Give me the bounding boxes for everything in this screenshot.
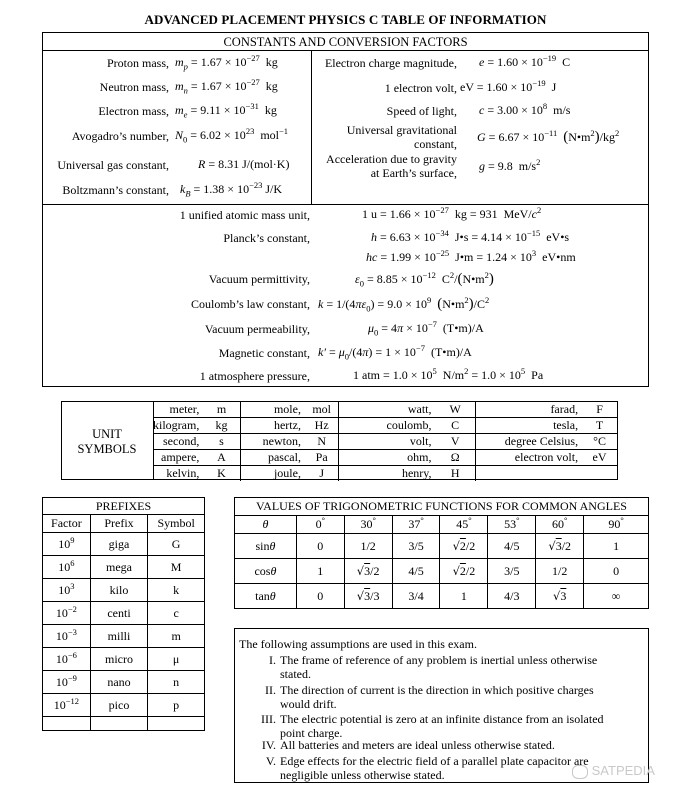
prefix-symbol: k xyxy=(148,579,205,602)
sin-90: 1 xyxy=(584,534,649,559)
assumption-number: IV. xyxy=(261,738,276,752)
unit-name xyxy=(475,466,582,482)
prefix-symbol: p xyxy=(148,694,205,717)
coulomb-constant-label: Coulomb’s law constant, xyxy=(191,297,310,311)
assumption-text: negligible unless otherwise stated. xyxy=(280,768,445,782)
prefix-col-factor: Factor xyxy=(43,515,91,533)
unit-name: hertz, xyxy=(240,418,305,434)
prefix-row xyxy=(43,602,205,625)
unit-symbol: Hz xyxy=(305,418,339,434)
divider xyxy=(42,204,649,205)
prefix-name: mega xyxy=(90,556,148,579)
prefix-symbol: c xyxy=(148,602,205,625)
proton-mass-value: $m_p = 1.67 \times 10^{-27}$ kg xyxy=(175,53,278,72)
page-title: ADVANCED PLACEMENT PHYSICS C TABLE OF INFORMATION xyxy=(144,12,547,27)
prefix-factor: $10^3$ xyxy=(43,579,91,602)
electron-charge-label: Electron charge magnitude, xyxy=(324,56,457,70)
unit-name: newton, xyxy=(240,434,305,450)
empty-cell xyxy=(43,717,91,731)
prefix-symbol: n xyxy=(148,671,205,694)
tan-90: ∞ xyxy=(584,584,649,609)
unit-name: watt, xyxy=(339,402,436,418)
assumption-text: The direction of current is the direction in which positive charges xyxy=(280,683,594,697)
prefix-col-prefix: Prefix xyxy=(90,515,148,533)
prefix-row xyxy=(43,579,205,602)
cos-37: 4/5 xyxy=(392,559,440,584)
assumption-number: II. xyxy=(265,683,276,697)
unit-name: henry, xyxy=(339,466,436,482)
hc-value: hc = $1.99 \times 10^{-25}$ J•m = $1.24 \times 10^3$ eV•nm xyxy=(366,248,576,264)
angle-header: 45° xyxy=(440,516,488,534)
unit-symbol: F xyxy=(582,402,617,418)
unit-symbol: s xyxy=(203,434,240,450)
unit-symbol: mol xyxy=(305,402,339,418)
prefixes-heading: PREFIXES xyxy=(43,498,205,515)
watermark: SATPEDIA xyxy=(572,763,655,779)
tan-row-label: tanθ xyxy=(235,584,297,609)
prefix-symbol: m xyxy=(148,625,205,648)
prefix-factor: $10^{-3}$ xyxy=(43,625,91,648)
permittivity-value: $\varepsilon_0 = 8.85 \times 10^{-12}$ $C^2/(N•m^2)$ xyxy=(355,270,494,289)
unit-symbols-heading: UNIT SYMBOLS xyxy=(77,427,137,456)
gravitational-label: constant, xyxy=(414,137,457,151)
sin-0: 0 xyxy=(296,534,344,559)
prefix-col-symbol: Symbol xyxy=(148,515,205,533)
unit-symbol: eV xyxy=(582,450,617,466)
unit-name: meter, xyxy=(153,402,203,418)
magnetic-constant-value: $k' = \mu_0/(4\pi) = 1 \times 10^{-7}$ (T•m)/A xyxy=(318,343,472,362)
prefix-row xyxy=(43,648,205,671)
tan-45: 1 xyxy=(440,584,488,609)
sin-row-label: sinθ xyxy=(235,534,297,559)
prefix-empty-row xyxy=(43,717,205,731)
unit-name: volt, xyxy=(339,434,436,450)
assumption-number: III. xyxy=(261,712,276,726)
prefix-row xyxy=(43,533,205,556)
prefix-factor: $10^{-9}$ xyxy=(43,671,91,694)
amu-value: 1 $u = 1.66 \times 10^{-27}$ kg = 931 MeV/$c^2$ xyxy=(362,205,542,221)
unit-name: electron volt, xyxy=(475,450,582,466)
theta-header: θ xyxy=(235,516,297,534)
prefix-factor: $10^{-12}$ xyxy=(43,694,91,717)
sin-30: 1/2 xyxy=(344,534,392,559)
trig-heading: VALUES OF TRIGONOMETRIC FUNCTIONS FOR COMMON ANGLES xyxy=(235,498,649,516)
tan-60: √3 xyxy=(536,584,584,609)
tan-53: 4/3 xyxy=(488,584,536,609)
unit-name: mole, xyxy=(240,402,305,418)
prefix-row xyxy=(43,625,205,648)
permeability-value: $\mu_0 = 4\pi \times 10^{-7}$ (T•m)/A xyxy=(368,319,484,338)
assumption-text: All batteries and meters are ideal unless otherwise stated. xyxy=(280,738,555,752)
magnetic-constant-label: Magnetic constant, xyxy=(218,346,310,360)
sin-37: 3/5 xyxy=(392,534,440,559)
avogadro-label: Avogadro’s number, xyxy=(71,129,169,143)
atmosphere-value: 1 atm = $1.0 \times 10^5$ $N/m^2 = 1.0 \times 10^5$ Pa xyxy=(353,366,544,382)
unit-name: ampere, xyxy=(153,450,203,466)
angle-header: 37° xyxy=(392,516,440,534)
sin-60: √3/2 xyxy=(536,534,584,559)
unit-name: degree Celsius, xyxy=(475,434,582,450)
unit-symbol: W xyxy=(436,402,476,418)
empty-cell xyxy=(90,717,148,731)
trig-table xyxy=(234,497,649,609)
unit-name: tesla, xyxy=(475,418,582,434)
empty-cell xyxy=(148,717,205,731)
gravity-accel-label: at Earth’s surface, xyxy=(370,166,457,180)
unit-symbols-table xyxy=(153,402,617,481)
boltzmann-value: $k_B = 1.38 \times 10^{-23}$ J/K xyxy=(180,180,283,199)
prefix-name: milli xyxy=(90,625,148,648)
unit-symbol: C xyxy=(436,418,476,434)
assumption-text: would drift. xyxy=(280,697,337,711)
divider xyxy=(311,50,312,204)
angle-header: 53° xyxy=(488,516,536,534)
prefix-row xyxy=(43,556,205,579)
prefix-factor: $10^6$ xyxy=(43,556,91,579)
unit-symbol: V xyxy=(436,434,476,450)
unit-symbol: Pa xyxy=(305,450,339,466)
prefix-name: pico xyxy=(90,694,148,717)
angle-header: 90° xyxy=(584,516,649,534)
unit-symbol: kg xyxy=(203,418,240,434)
unit-symbol: H xyxy=(436,466,476,482)
cos-53: 3/5 xyxy=(488,559,536,584)
permittivity-label: Vacuum permittivity, xyxy=(208,272,310,286)
assumption-text: The frame of reference of any problem is inertial unless otherwise xyxy=(280,653,598,667)
prefix-factor: $10^9$ xyxy=(43,533,91,556)
electron-mass-value: $m_e = 9.11 \times 10^{-31}$ kg xyxy=(175,101,277,120)
unit-name: coulomb, xyxy=(339,418,436,434)
gravitational-label: Universal gravitational xyxy=(346,123,457,137)
constants-heading: CONSTANTS AND CONVERSION FACTORS xyxy=(223,35,468,49)
prefix-symbol: M xyxy=(148,556,205,579)
unit-symbol: A xyxy=(203,450,240,466)
sin-53: 4/5 xyxy=(488,534,536,559)
electron-volt-value: eV = $1.60 \times 10^{-19}$ J xyxy=(460,78,557,94)
cos-0: 1 xyxy=(296,559,344,584)
divider xyxy=(42,50,649,51)
prefix-symbol: G xyxy=(148,533,205,556)
gravity-accel-value: g = 9.8 $m/s^2$ xyxy=(479,157,541,173)
planck-label: Planck’s constant, xyxy=(223,231,310,245)
unit-symbol xyxy=(582,466,617,482)
prefix-name: centi xyxy=(90,602,148,625)
atmosphere-label: 1 atmosphere pressure, xyxy=(199,369,310,383)
prefix-row xyxy=(43,694,205,717)
cos-60: 1/2 xyxy=(536,559,584,584)
unit-symbol: Ω xyxy=(436,450,476,466)
amu-label: 1 unified atomic mass unit, xyxy=(179,208,310,222)
prefix-factor: $10^{-6}$ xyxy=(43,648,91,671)
angle-header: 30° xyxy=(344,516,392,534)
assumption-number: I. xyxy=(269,653,276,667)
electron-volt-label: 1 electron volt, xyxy=(384,81,457,95)
unit-name: joule, xyxy=(240,466,305,482)
neutron-mass-value: $m_n = 1.67 \times 10^{-27}$ kg xyxy=(175,77,278,96)
prefix-name: micro xyxy=(90,648,148,671)
sin-45: √2/2 xyxy=(440,534,488,559)
unit-symbol: J xyxy=(305,466,339,482)
prefixes-table xyxy=(42,497,205,731)
tan-0: 0 xyxy=(296,584,344,609)
speed-of-light-label: Speed of light, xyxy=(386,104,457,118)
unit-symbol: T xyxy=(582,418,617,434)
unit-symbol: °C xyxy=(582,434,617,450)
tan-37: 3/4 xyxy=(392,584,440,609)
assumptions-intro: The following assumptions are used in this exam. xyxy=(239,637,477,651)
unit-name: kelvin, xyxy=(153,466,203,482)
unit-name: farad, xyxy=(475,402,582,418)
cos-30: √3/2 xyxy=(344,559,392,584)
tan-30: √3/3 xyxy=(344,584,392,609)
unit-symbol: N xyxy=(305,434,339,450)
proton-mass-label: Proton mass, xyxy=(106,56,169,70)
cos-90: 0 xyxy=(584,559,649,584)
angle-header: 60° xyxy=(536,516,584,534)
avogadro-value: $N_0 = 6.02 \times 10^{23}$ mol$^{-1}$ xyxy=(175,126,289,145)
watermark-icon xyxy=(572,765,588,779)
coulomb-constant-value: $k = 1/(4\pi\varepsilon_0) = 9.0 \times 10^9$ $(N•m^2)/C^2$ xyxy=(318,295,490,314)
assumption-text: The electric potential is zero at an infinite distance from an isolated xyxy=(280,712,604,726)
assumption-number: V. xyxy=(265,754,276,768)
assumption-text: point charge. xyxy=(280,726,343,740)
cos-45: √2/2 xyxy=(440,559,488,584)
gravity-accel-label: Acceleration due to gravity xyxy=(326,152,457,166)
unit-name: kilogram, xyxy=(153,418,203,434)
speed-of-light-value: $c = 3.00 \times 10^8$ m/s xyxy=(479,101,571,117)
gas-constant-value: R = 8.31 J/(mol·K) xyxy=(198,157,290,171)
neutron-mass-label: Neutron mass, xyxy=(99,80,169,94)
permeability-label: Vacuum permeability, xyxy=(204,322,310,336)
prefix-name: giga xyxy=(90,533,148,556)
unit-name: pascal, xyxy=(240,450,305,466)
prefix-row xyxy=(43,671,205,694)
electron-charge-value: $e = 1.60 \times 10^{-19}$ C xyxy=(479,53,571,69)
gravitational-value: $G = 6.67 \times 10^{-11}$ $(N•m^2)/kg^2$ xyxy=(477,128,620,145)
gas-constant-label: Universal gas constant, xyxy=(57,158,169,172)
unit-name: ohm, xyxy=(339,450,436,466)
prefix-name: kilo xyxy=(90,579,148,602)
unit-symbol: K xyxy=(203,466,240,482)
prefix-name: nano xyxy=(90,671,148,694)
electron-mass-label: Electron mass, xyxy=(98,104,169,118)
prefix-factor: $10^{-2}$ xyxy=(43,602,91,625)
boltzmann-label: Boltzmann’s constant, xyxy=(62,183,169,197)
unit-name: second, xyxy=(153,434,203,450)
angle-header: 0° xyxy=(296,516,344,534)
assumption-text: Edge effects for the electric field of a parallel plate capacitor are xyxy=(280,754,589,768)
unit-symbol: m xyxy=(203,402,240,418)
planck-value: $h = 6.63 \times 10^{-34}$ J•s = $4.14 \times 10^{-15}$ eV•s xyxy=(371,228,570,244)
prefix-symbol: μ xyxy=(148,648,205,671)
assumption-text: stated. xyxy=(280,667,311,681)
cos-row-label: cosθ xyxy=(235,559,297,584)
